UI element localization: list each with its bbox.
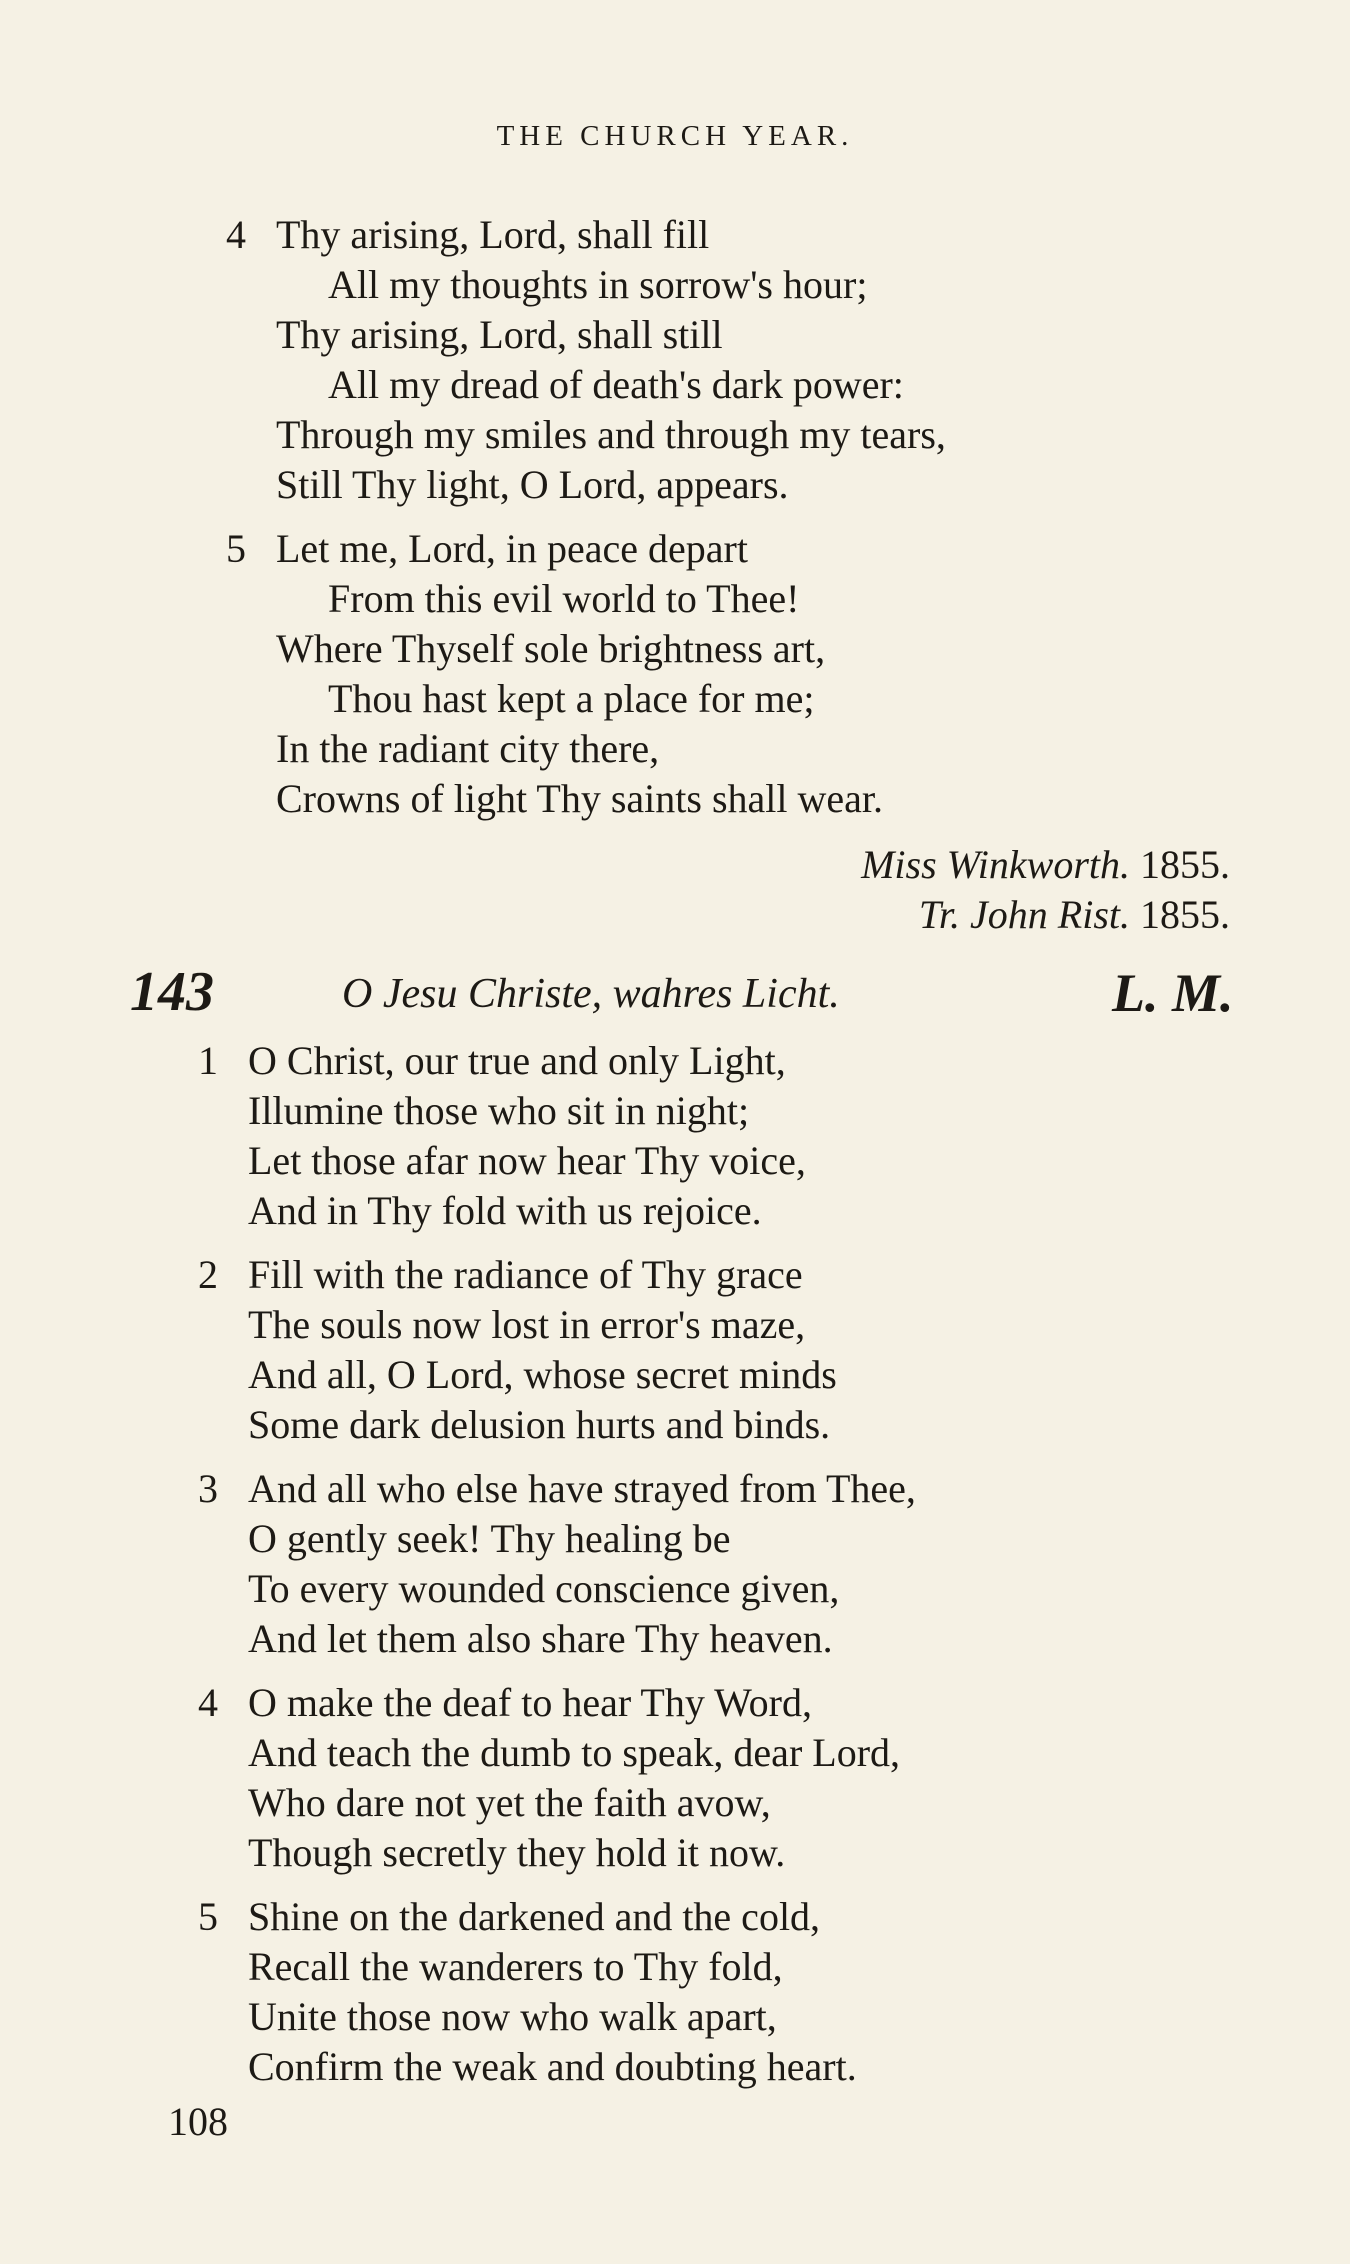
attribution-year: 1855. bbox=[1140, 842, 1230, 887]
verse-line: From this evil world to Thee! bbox=[328, 576, 800, 621]
verse-line: And teach the dumb to speak, dear Lord, bbox=[248, 1730, 901, 1775]
verse-line: Thy arising, Lord, shall fill bbox=[276, 212, 710, 257]
verse-line: Confirm the weak and doubting heart. bbox=[248, 2044, 857, 2089]
verse-line: O gently seek! Thy healing be bbox=[248, 1516, 731, 1561]
stanza-number: 1 bbox=[198, 1038, 218, 1083]
verse-line: Recall the wanderers to Thy fold, bbox=[248, 1944, 783, 1989]
verse-line: Through my smiles and through my tears, bbox=[276, 412, 946, 457]
stanza-number: 4 bbox=[198, 1680, 218, 1725]
verse-line: And in Thy fold with us rejoice. bbox=[248, 1188, 762, 1233]
hymn-meter: L. M. bbox=[1112, 963, 1234, 1023]
verse-line: Fill with the radiance of Thy grace bbox=[248, 1252, 803, 1297]
verse-line: Still Thy light, O Lord, appears. bbox=[276, 462, 789, 507]
verse-line: Where Thyself sole brightness art, bbox=[276, 626, 826, 671]
verse-line: And let them also share Thy heaven. bbox=[248, 1616, 833, 1661]
verse-line: Some dark delusion hurts and binds. bbox=[248, 1402, 831, 1447]
hymn-number: 143 bbox=[130, 961, 214, 1023]
verse-line: All my thoughts in sorrow's hour; bbox=[328, 262, 868, 307]
stanza-number: 3 bbox=[198, 1466, 218, 1511]
verse-line: O Christ, our true and only Light, bbox=[248, 1038, 786, 1083]
attribution bbox=[861, 840, 1230, 890]
verse-line: All my dread of death's dark power: bbox=[328, 362, 904, 407]
verse-line: To every wounded conscience given, bbox=[248, 1566, 840, 1611]
verse-line: Thy arising, Lord, shall still bbox=[276, 312, 723, 357]
verse-line: And all, O Lord, whose secret minds bbox=[248, 1352, 837, 1397]
verse-line: Shine on the darkened and the cold, bbox=[248, 1894, 821, 1939]
verse-line: Let those afar now hear Thy voice, bbox=[248, 1138, 806, 1183]
verse-line: In the radiant city there, bbox=[276, 726, 660, 771]
stanza-number: 5 bbox=[226, 526, 246, 571]
verse-line: The souls now lost in error's maze, bbox=[248, 1302, 806, 1347]
verse-line: Though secretly they hold it now. bbox=[248, 1830, 786, 1875]
verse-line: Who dare not yet the faith avow, bbox=[248, 1780, 771, 1825]
hymn-title: O Jesu Christe, wahres Licht. bbox=[342, 971, 840, 1017]
verse-line: O make the deaf to hear Thy Word, bbox=[248, 1680, 813, 1725]
verse-line: Crowns of light Thy saints shall wear. bbox=[276, 776, 883, 821]
stanza-number: 2 bbox=[198, 1252, 218, 1297]
page-number: 108 bbox=[168, 2099, 228, 2144]
attribution bbox=[919, 890, 1230, 940]
stanza-number: 5 bbox=[198, 1894, 218, 1939]
stanza-number: 4 bbox=[226, 212, 246, 257]
verse-line: Illumine those who sit in night; bbox=[248, 1088, 750, 1133]
verse-line: Let me, Lord, in peace depart bbox=[276, 526, 748, 571]
attribution-name: Tr. John Rist. bbox=[918, 892, 1130, 937]
attribution-year: 1855. bbox=[1140, 892, 1230, 937]
attribution-name: Miss Winkworth. bbox=[861, 842, 1130, 887]
running-head: THE CHURCH YEAR. bbox=[496, 120, 854, 152]
verse-line: Thou hast kept a place for me; bbox=[328, 676, 815, 721]
verse-line: Unite those now who walk apart, bbox=[248, 1994, 777, 2039]
verse-line: And all who else have strayed from Thee, bbox=[248, 1466, 916, 1511]
